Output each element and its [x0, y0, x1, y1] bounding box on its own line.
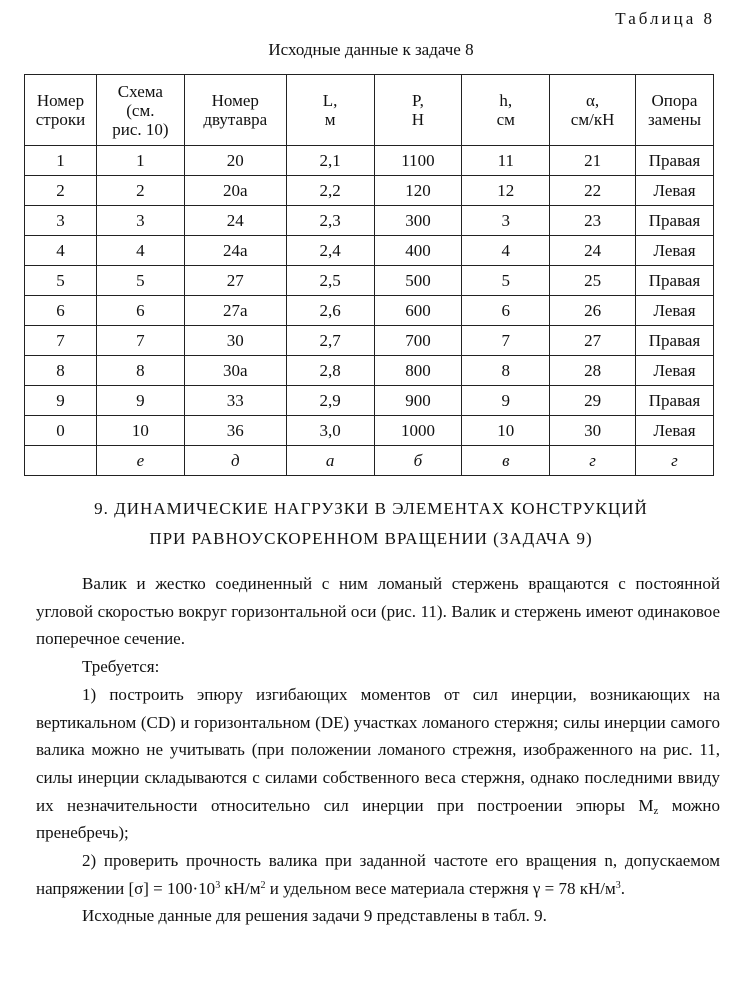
table-cell: 22 — [550, 176, 636, 206]
table-cell: 600 — [374, 296, 462, 326]
table-cell: 36 — [184, 416, 286, 446]
item-2-text-d: . — [620, 878, 625, 898]
column-header — [184, 75, 286, 146]
table-cell: 8 — [96, 356, 184, 386]
table-cell: 7 — [25, 326, 97, 356]
table-row — [25, 296, 714, 326]
table-cell: 700 — [374, 326, 462, 356]
table-cell: 800 — [374, 356, 462, 386]
column-header — [25, 75, 97, 146]
table-cell: 5 — [462, 266, 550, 296]
table-cell: 11 — [462, 146, 550, 176]
letter-cell: г — [550, 446, 636, 476]
table-cell: 9 — [462, 386, 550, 416]
item-2-text-b: кН/м — [220, 878, 261, 898]
table-cell: 2,2 — [286, 176, 374, 206]
column-header-line: двутавра — [203, 110, 268, 129]
column-header — [96, 75, 184, 146]
table-number: Таблица 8 — [615, 9, 715, 28]
letter-cell: б — [374, 446, 462, 476]
table-body — [25, 146, 714, 476]
table-cell: 30а — [184, 356, 286, 386]
table-cell: 5 — [25, 266, 97, 296]
column-header-line: α, — [586, 91, 600, 110]
column-header-line: (см. — [126, 100, 155, 120]
letter-cell: г — [636, 446, 714, 476]
table-row — [25, 176, 714, 206]
table-cell: 2,3 — [286, 206, 374, 236]
table-cell: Левая — [636, 356, 714, 386]
table-cell: 900 — [374, 386, 462, 416]
item-2-text-a: 2) проверить прочность валика при заданной частоте его вращения n, допускаемом напряжении [σ] = 100·10 — [36, 851, 720, 898]
table-cell: 3,0 — [286, 416, 374, 446]
column-header-line: h, — [499, 91, 513, 110]
table-cell: 1 — [25, 146, 97, 176]
table-row — [25, 326, 714, 356]
table-cell: Левая — [636, 416, 714, 446]
paragraph-item-1 — [36, 681, 720, 847]
column-header-line: Схема — [117, 81, 163, 101]
column-header — [286, 75, 374, 146]
table-cell: 10 — [96, 416, 184, 446]
table-row — [25, 146, 714, 176]
item-2-text-c: и удельном весе материала стержня γ = 78 кН/м — [265, 878, 616, 898]
data-table — [24, 74, 714, 476]
table-cell: 9 — [25, 386, 97, 416]
table-cell: Правая — [636, 386, 714, 416]
table-cell: Правая — [636, 146, 714, 176]
column-header-line: Опора — [651, 91, 698, 110]
table-cell: 1 — [96, 146, 184, 176]
table-cell: 30 — [184, 326, 286, 356]
table-cell: 24 — [184, 206, 286, 236]
column-header-line: Н — [411, 110, 425, 129]
table-cell: 2 — [25, 176, 97, 206]
subscript-z: z — [653, 804, 659, 817]
table-cell: 29 — [550, 386, 636, 416]
item-1-text: 1) построить эпюру изгибающих моментов от сил инерции, возникающих на вертикальном (CD) и горизонтальном (DE) участках ломаного стержня; силы инерции самого валика можно не учитывать (при положении ломаного стрежня, изображенного на рис. 11, силы инерции складываются с силами собственного веса стержня, однако последними ввиду их незначительности относительно сил инерции при построении эпюры M — [36, 684, 720, 815]
table-cell: 9 — [96, 386, 184, 416]
table-cell: 4 — [25, 236, 97, 266]
superscript-square: 2 — [260, 879, 266, 891]
table-row — [25, 356, 714, 386]
body-text — [36, 570, 720, 930]
table-cell: 7 — [462, 326, 550, 356]
table-cell: 500 — [374, 266, 462, 296]
item-1-end: можно пренебречь); — [36, 795, 720, 843]
letter-cell: е — [96, 446, 184, 476]
table-cell: 2,9 — [286, 386, 374, 416]
paragraph-item-2 — [36, 847, 720, 902]
table-cell: Левая — [636, 176, 714, 206]
table-cell: 33 — [184, 386, 286, 416]
table-cell: 5 — [96, 266, 184, 296]
table-cell: 23 — [550, 206, 636, 236]
table-row — [25, 416, 714, 446]
table-cell: Правая — [636, 326, 714, 356]
column-header-line: L, — [322, 91, 338, 110]
column-header-line: Номер — [36, 91, 85, 110]
table-cell: 2,6 — [286, 296, 374, 326]
column-header-line: Номер — [211, 91, 259, 110]
table-cell: 300 — [374, 206, 462, 236]
table-cell: 2,8 — [286, 356, 374, 386]
paragraph-required: Требуется: — [82, 657, 160, 677]
table-cell: 20а — [184, 176, 286, 206]
table-cell: 400 — [374, 236, 462, 266]
table-cell: 2,5 — [286, 266, 374, 296]
table-cell: 4 — [96, 236, 184, 266]
table-cell: 8 — [25, 356, 97, 386]
table-cell: 6 — [462, 296, 550, 326]
column-header — [374, 75, 462, 146]
table-cell: 3 — [96, 206, 184, 236]
superscript-cube: 3 — [615, 879, 621, 891]
table-cell: 25 — [550, 266, 636, 296]
table-cell: 10 — [462, 416, 550, 446]
superscript-power: 3 — [215, 879, 221, 891]
table-cell: Правая — [636, 266, 714, 296]
paragraph-source: Исходные данные для решения задачи 9 представлены в табл. 9. — [82, 906, 547, 926]
table-cell: 20 — [184, 146, 286, 176]
table-row — [25, 236, 714, 266]
table-cell: 3 — [25, 206, 97, 236]
table-cell: Левая — [636, 296, 714, 326]
letter-cell: а — [286, 446, 374, 476]
column-header — [462, 75, 550, 146]
table-cell: 2,7 — [286, 326, 374, 356]
table-cell: 3 — [462, 206, 550, 236]
table-cell: 26 — [550, 296, 636, 326]
table-cell: 6 — [96, 296, 184, 326]
table-cell: 1000 — [374, 416, 462, 446]
table-cell: 8 — [462, 356, 550, 386]
section-heading — [0, 494, 742, 554]
table-cell: 12 — [462, 176, 550, 206]
column-header-line: см/кН — [570, 110, 615, 129]
paragraph-intro: Валик и жестко соединенный с ним ломаный стержень вращаются с постоянной угловой скоростью вокруг горизонтальной оси (рис. 11). Валик и стержень имеют одинаковое поперечное сечение. — [36, 574, 720, 649]
table-row — [25, 206, 714, 236]
table-row — [25, 386, 714, 416]
table-cell: 30 — [550, 416, 636, 446]
table-cell: 2,4 — [286, 236, 374, 266]
section-heading-line-1: 9. ДИНАМИЧЕСКИЕ НАГРУЗКИ В ЭЛЕМЕНТАХ КОНСТРУКЦИЙ — [94, 499, 648, 518]
column-header-line: рис. 10) — [112, 119, 169, 139]
column-header-line: см — [496, 110, 515, 129]
table-cell: 2,1 — [286, 146, 374, 176]
column-header — [636, 75, 714, 146]
letter-cell — [25, 446, 97, 476]
table-cell: Левая — [636, 236, 714, 266]
column-header-line: м — [324, 110, 336, 129]
table-cell: 24 — [550, 236, 636, 266]
table-cell: 120 — [374, 176, 462, 206]
table-cell: 0 — [25, 416, 97, 446]
table-cell: 4 — [462, 236, 550, 266]
column-header — [550, 75, 636, 146]
table-row-letters — [25, 446, 714, 476]
table-cell: 21 — [550, 146, 636, 176]
table-cell: 1100 — [374, 146, 462, 176]
table-cell: 7 — [96, 326, 184, 356]
column-header-line: строки — [35, 110, 86, 129]
table-row — [25, 266, 714, 296]
table-cell: 27 — [184, 266, 286, 296]
section-heading-line-2: ПРИ РАВНОУСКОРЕННОМ ВРАЩЕНИИ (ЗАДАЧА 9) — [149, 529, 593, 548]
table-cell: Правая — [636, 206, 714, 236]
table-cell: 2 — [96, 176, 184, 206]
table-cell: 28 — [550, 356, 636, 386]
letter-cell: в — [462, 446, 550, 476]
table-header-row — [25, 75, 714, 146]
table-title: Исходные данные к задаче 8 — [268, 40, 474, 59]
column-header-line: P, — [412, 91, 424, 110]
table-cell: 6 — [25, 296, 97, 326]
letter-cell: д — [184, 446, 286, 476]
column-header-line: замены — [647, 110, 702, 129]
table-cell: 27 — [550, 326, 636, 356]
table-cell: 24а — [184, 236, 286, 266]
table-cell: 27а — [184, 296, 286, 326]
